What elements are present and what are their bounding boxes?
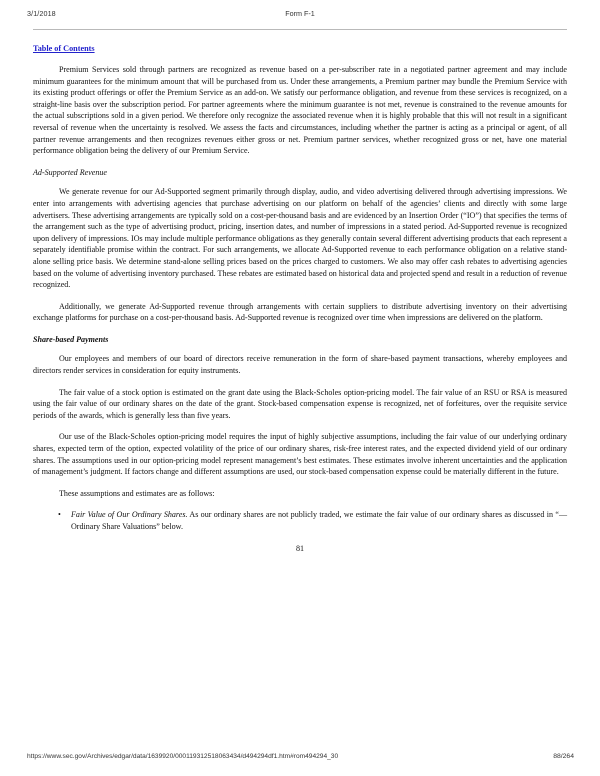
- paragraph-ad-supported-1: We generate revenue for our Ad-Supported segment primarily through display, audio, and video advertising delivered through advertising impressions. We enter into arrangements with advertising agencies that purchase advertising on our platform on behalf of the agencies’ clients and directly with some large advertisers. These advertising arrangements are typically sold on a cost-per-thousand basis and are evidenced by an Insertion Order (“IO”) that specifies the terms of the arrangement such as the type of advertising product, pricing, insertion dates, and number of impressions in a stated period. Ad-Supported revenue is recognized upon delivery of impressions. IOs may include multiple performance obligations as they generally contain several different advertising products that each represent a separately identifiable promise within the contract. For such arrangements, we allocate Ad-Supported revenue to each performance obligation on a relative stand-alone selling price basis. We determine stand-alone selling prices based on the prices charged to customers. We also may offer cash rebates to advertising agencies based on the volume of advertising inventory purchased. These rebates are estimated based on historical data and projected spend and result in a reduction of revenue recognized.: [33, 187, 567, 290]
- print-footer-url: https://www.sec.gov/Archives/edgar/data/1639920/000119312518063434/d494294df1.htm#rom494294_30: [27, 753, 339, 760]
- paragraph-premium-services: Premium Services sold through partners are recognized as revenue based on a per-subscriber rate in a negotiated partner agreement and may include minimum guarantees for the minimum amount that will be purchased from us. Under these arrangements, a Premium partner may bundle the Premium Service with its existing product offerings or offer the Premium Service as an add-on. We satisfy our performance obligation, and revenue from these services is recognized, on a straight-line basis over the subscription period. For partner agreements where the minimum guarantee is not met, revenue is constrained to the revenue amounts for the actual subscriptions sold in a given period. We therefore only recognize the associated revenue when it is highly probable that this will not result in a significant reversal of revenue when the uncertainty is resolved. We assess the facts and circumstances, including whether the partner is acting as a principal or agent, of all partner revenue arrangements and then recognizes revenues either gross or net. Premium partner services, whether recognized gross or net, have one material performance obligation being the delivery of our Premium Service.: [33, 65, 567, 156]
- assumptions-bullet-list: [33, 509, 567, 532]
- list-item-lead: Fair Value of Our Ordinary Shares.: [71, 510, 188, 520]
- list-item: [33, 509, 567, 532]
- paragraph-share-based-2: The fair value of a stock option is estimated on the grant date using the Black-Scholes option-pricing model. The fair value of an RSU or RSA is measured using the fair value of our ordinary shares on the date of the grant. Stock-based compensation expense is recognized, net of forfeitures, over the requisite service periods of the awards, which is generally less than five years.: [33, 387, 567, 420]
- bullet-marker-icon: •: [58, 510, 61, 520]
- paragraph-share-based-3: Our use of the Black-Scholes option-pricing model requires the input of highly subjective assumptions, including the fair value of our underlying ordinary shares, expected term of the option, expected volatility of the price of our ordinary shares, risk-free interest rates, and the expected dividend yield of our ordinary shares. The assumptions used in our option-pricing model represent management’s best estimates. These estimates involve inherent uncertainties and the application of management’s judgment. If factors change and different assumptions are used, our stock-based compensation expense could be materially different in the future.: [33, 432, 567, 477]
- print-header-date: 3/1/2018: [27, 9, 56, 18]
- print-header: [0, 9, 600, 21]
- header-divider: [33, 29, 567, 30]
- print-footer-page-indicator: 88/264: [553, 753, 574, 760]
- table-of-contents-link[interactable]: Table of Contents: [33, 44, 95, 53]
- document-body: [33, 38, 567, 554]
- paragraph-ad-supported-2: Additionally, we generate Ad-Supported revenue through arrangements with certain suppliers to distribute advertising inventory on their advertising exchange platforms for purchase on a cost-per-thousand basis. Ad-Supported revenue is recognized over time when impressions are delivered on the platform.: [33, 301, 567, 323]
- heading-share-based-payments: Share-based Payments: [33, 334, 109, 344]
- paragraph-share-based-1: Our employees and members of our board of directors receive remuneration in the form of share-based payment transactions, whereby employees and directors render services in consideration for equity instruments.: [33, 354, 567, 376]
- print-header-title: Form F-1: [285, 9, 315, 18]
- list-item-text: As our ordinary shares are not publicly traded, we estimate the fair value of our ordinary shares as discussed in “—Ordinary Share Valuations” below.: [71, 510, 567, 531]
- print-footer: [0, 753, 600, 765]
- page-number: 81: [295, 543, 305, 553]
- heading-ad-supported-revenue: Ad-Supported Revenue: [33, 167, 107, 177]
- paragraph-assumptions-lead: These assumptions and estimates are as follows:: [59, 488, 215, 498]
